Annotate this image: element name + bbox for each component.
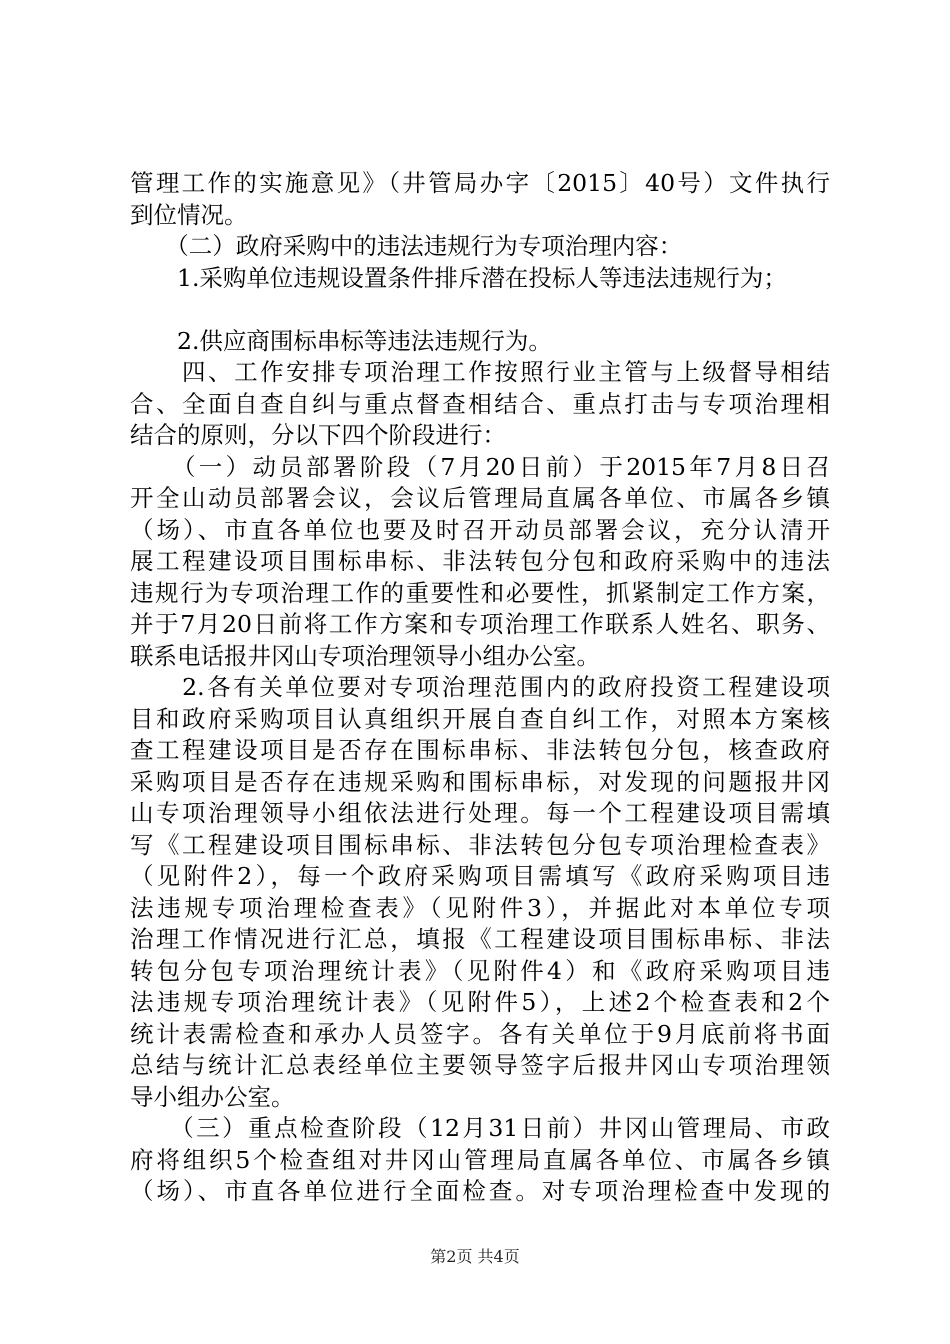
text-line: 采购项目是否存在违规采购和围标串标，对发现的问题报井冈: [130, 767, 830, 796]
text-line: 治理工作情况进行汇总，填报《工程建设项目围标串标、非法: [130, 925, 830, 953]
text-line: 违规行为专项治理工作的重要性和必要性，抓紧制定工作方案，: [130, 578, 830, 607]
text-line: 山专项治理领导小组依法进行处理。每一个工程建设项目需填: [130, 799, 830, 827]
page-number-footer: 第2页 共4页: [430, 1247, 520, 1266]
text-line: 府将组织5个检查组对井冈山管理局直属各单位、市属各乡镇: [130, 1145, 830, 1174]
text-line: （场）、市直各单位进行全面检查。对专项治理检查中发现的: [130, 1177, 830, 1205]
text-line: （一）动员部署阶段（7月20日前）于2015年7月8日召: [130, 452, 830, 481]
text-line: 到位情况。: [130, 200, 248, 229]
text-line: 导小组办公室。: [130, 1082, 295, 1111]
text-line: （三）重点检查阶段（12月31日前）井冈山管理局、市政: [130, 1114, 830, 1142]
text-line: 管理工作的实施意见》（井管局办字〔2015〕40号）文件执行: [130, 169, 830, 197]
text-line: 统计表需检查和承办人员签字。各有关单位于9月底前将书面: [130, 1019, 830, 1048]
text-line: 结合的原则，分以下四个阶段进行：: [130, 421, 506, 449]
text-line: 并于7月20日前将工作方案和专项治理工作联系人姓名、职务、: [130, 610, 830, 638]
text-line: 开全山动员部署会议，会议后管理局直属各单位、市属各乡镇: [130, 484, 830, 512]
text-line: 2.供应商围标串标等违法违规行为。: [130, 326, 552, 355]
text-line: 2.各有关单位要对专项治理范围内的政府投资工程建设项: [130, 673, 830, 701]
text-line: 法违规专项治理检查表》（见附件3），并据此对本单位专项: [130, 893, 830, 922]
text-line: 查工程建设项目是否存在围标串标、非法转包分包，核查政府: [130, 736, 830, 764]
text-line: 合、全面自查自纠与重点督查相结合、重点打击与专项治理相: [130, 389, 830, 418]
text-line: 法违规专项治理统计表》（见附件5），上述2个检查表和2个: [130, 988, 830, 1016]
text-line: 总结与统计汇总表经单位主要领导签字后报井冈山专项治理领: [130, 1051, 830, 1079]
text-line: 写《工程建设项目围标串标、非法转包分包专项治理检查表》: [130, 830, 830, 859]
text-line: （见附件2），每一个政府采购项目需填写《政府采购项目违: [130, 862, 830, 890]
text-line: 展工程建设项目围标串标、非法转包分包和政府采购中的违法: [130, 547, 830, 575]
text-line: （二）政府采购中的违法违规行为专项治理内容：: [130, 232, 683, 260]
blank-line: [130, 294, 830, 326]
body-text: [130, 168, 830, 1208]
text-line: （场）、市直各单位也要及时召开动员部署会议，充分认清开: [130, 515, 830, 544]
text-line: 四、工作安排专项治理工作按照行业主管与上级督导相结: [130, 358, 830, 386]
text-line: 目和政府采购项目认真组织开展自查自纠工作，对照本方案核: [130, 704, 830, 733]
text-line: 1.采购单位违规设置条件排斥潜在投标人等违法违规行为；: [130, 263, 787, 292]
text-line: 转包分包专项治理统计表》（见附件4）和《政府采购项目违: [130, 956, 830, 985]
text-line: 联系电话报井冈山专项治理领导小组办公室。: [130, 641, 600, 670]
